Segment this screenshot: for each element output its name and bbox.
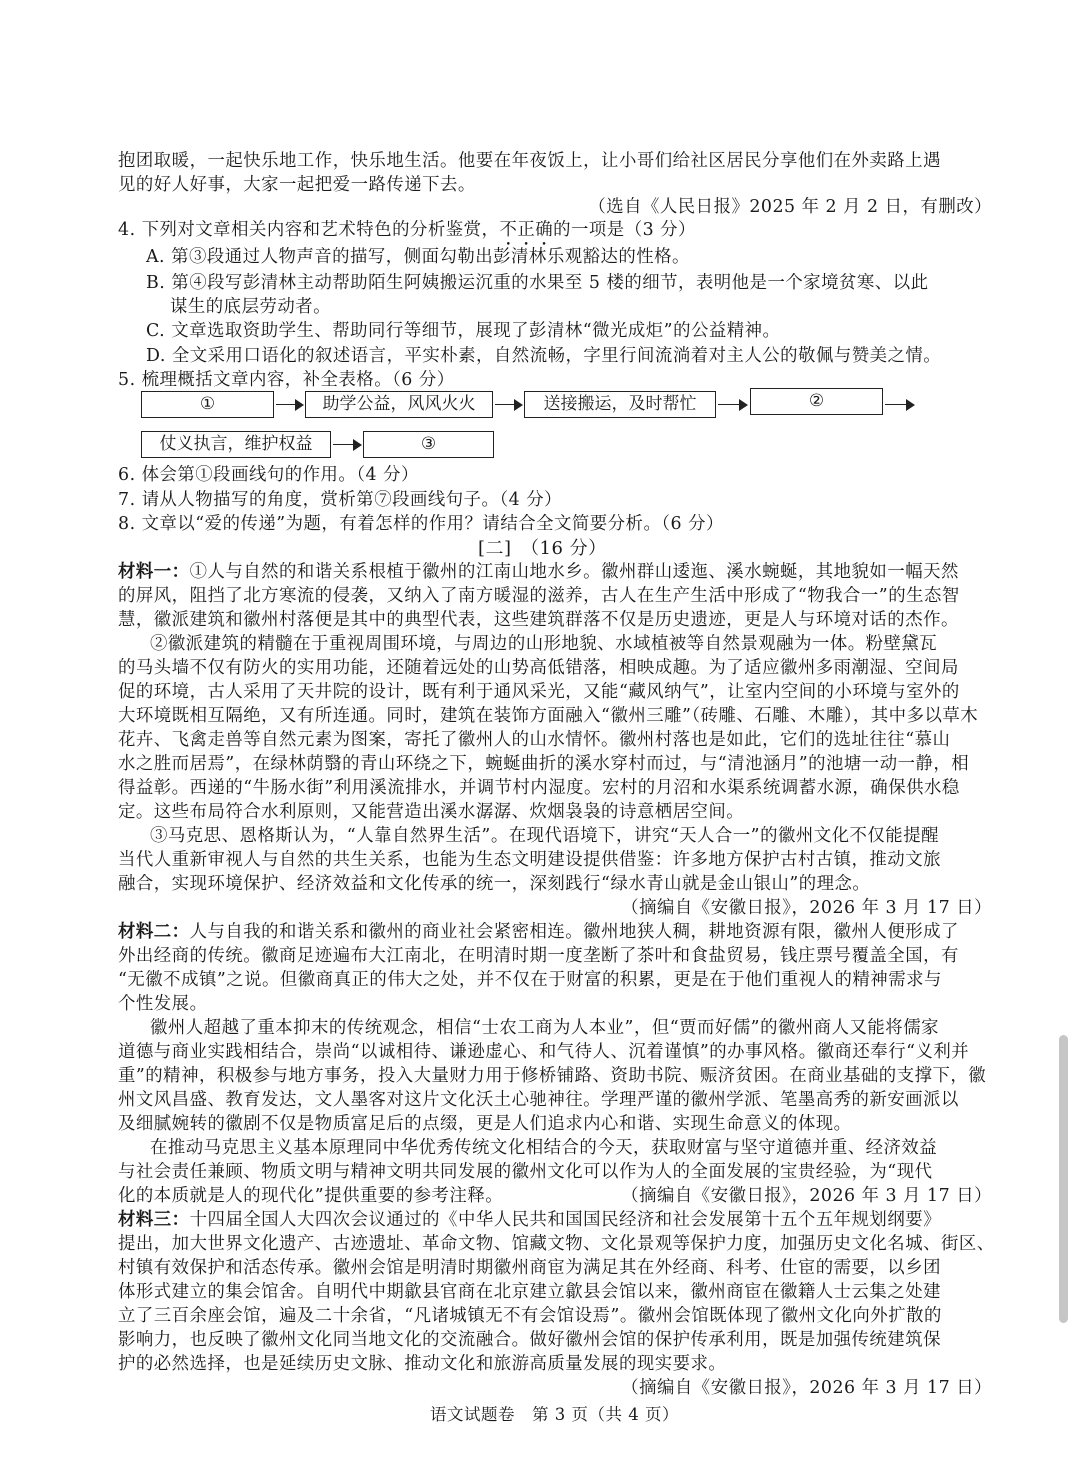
flow-arrow [276,391,304,418]
question-4-option-b-cont: 谋生的底层劳动者。 [170,297,332,317]
material-1-text: ①人与自然的和谐关系根植于徽州的江南山地水乡。徽州群山逶迤、溪水蜿蜒，其地貌如一幅天然 [189,562,959,582]
scrollbar-thumb[interactable] [1059,1035,1068,1323]
material-3-line: 立了三百余座会馆，遍及二十余省，“凡诸城镇无不有会馆设焉”。徽州会馆既体现了徽州文化向外扩散的 [118,1306,942,1326]
material-1-line: 大环境既相互隔绝，又有所连通。同时，建筑在装饰方面融入“徽州三雕”（砖雕、石雕、木雕），其中多以草木 [118,706,979,726]
flow-box-blank-1: ① [141,391,274,418]
material-1-line: ②徽派建筑的精髓在于重视周围环境，与周边的山形地貌、水域植被等自然景观融为一体。粉壁黛瓦 [150,634,938,654]
material-2-line: 化的本质就是人的现代化”提供重要的参考注释。 [118,1186,504,1206]
material-3-label: 材料三： [118,1210,190,1230]
passage-source: （选自《人民日报》2025 年 2 月 2 日，有删改） [588,197,992,217]
flow-arrow [885,391,915,418]
material-3-text: 十四届全国人大四次会议通过的《中华人民共和国国民经济和社会发展第十五个五年规划纲要》 [189,1210,941,1230]
material-1-line: 促的环境，古人采用了天井院的设计，既有利于通风采光，又能“藏风纳气”，让室内空间的小环境与室外的 [118,682,960,702]
material-1-line: ③马克思、恩格斯认为，“人靠自然界生活”。在现代语境下，讲究“天人合一”的徽州文化不仅能提醒 [150,826,939,846]
material-1-line: 花卉、飞禽走兽等自然元素为图案，寄托了徽州人的山水情怀。徽州村落也是如此，它们的选址往往“慕山 [118,730,951,750]
material-1-line: 融合，实现环境保护、经济效益和文化传承的统一，深刻践行“绿水青山就是金山银山”的理念。 [118,874,871,894]
material-1-label: 材料一： [118,562,190,582]
flow-arrow [718,391,748,418]
section-header: [二] （16 分） [478,538,607,559]
flow-arrow [333,431,362,458]
material-1-line: 当代人重新审视人与自然的共生关系，也能为生态文明建设提供借鉴：许多地方保护古村古镇，推动文旅 [118,850,941,870]
material-3-line: 体形式建立的集会馆舍。自明代中期歙县官商在北京建立歙县会馆以来，徽州商宦在徽籍人士云集之处建 [118,1282,941,1302]
material-3-line: 提出，加大世界文化遗产、古迹遗址、革命文物、馆藏文物、文化景观等保护力度，加强历史文化名城、街区、 [118,1234,995,1254]
material-2-line: 外出经商的传统。徽商足迹遍布大江南北，在明清时期一度垄断了茶叶和食盐贸易，钱庄票号覆盖全国，有 [118,946,959,966]
material-1-line: 水之胜而居焉”，在绿林荫翳的青山环绕之下，蜿蜒曲折的溪水穿村而过，与“清池涵月”的池塘一动一静，相 [118,754,970,774]
question-4-option-c: C. 文章选取资助学生、帮助同行等细节，展现了彭清林“微光成炬”的公益精神。 [146,321,781,341]
question-4-option-d: D. 全文采用口语化的叙述语言，平实朴素，自然流畅，字里行间流淌着对主人公的敬佩与赞美之情。 [146,346,942,366]
material-3-source: （摘编自《安徽日报》，2026 年 3 月 17 日） [621,1378,992,1398]
question-4-emphasis: 不正确 [499,220,554,240]
question-4-option-a: A. 第③段通过人物声音的描写，侧面勾勒出彭清林乐观豁达的性格。 [146,247,690,267]
material-2-line: 在推动马克思主义基本原理同中华优秀传统文化相结合的今天，获取财富与坚守道德并重、经济效益 [150,1138,938,1158]
material-2-line: 道德与商业实践相结合，崇尚“以诚相待、谦逊虚心、和气待人、沉着谨慎”的办事风格。徽商还奉行“义利并 [118,1042,970,1062]
material-2-line [118,921,959,943]
material-2-line: 与社会责任兼顾、物质文明与精神文明共同发展的徽州文化可以作为人的全面发展的宝贵经验，为“现代 [118,1162,933,1182]
question-4-option-b: B. 第④段写彭清林主动帮助陌生阿姨搬运沉重的水果至 5 楼的细节，表明他是一个家境贫寒、以此 [146,273,929,293]
material-3-line: 村镇有效保护和活态传承。徽州会馆是明清时期徽州商宦为满足其在外经商、科考、仕宦的需要，以乡团 [118,1258,941,1278]
question-4-stem-a: 4. 下列对文章相关内容和艺术特色的分析鉴赏， [118,220,500,240]
material-1-source: （摘编自《安徽日报》，2026 年 3 月 17 日） [621,898,992,918]
material-2-line: 州文风昌盛、教育发达，文人墨客对这片文化沃土心驰神往。学理严谨的徽州学派、笔墨高秀的新安画派以 [118,1090,959,1110]
question-6: 6. 体会第①段画线句的作用。（4 分） [118,465,419,485]
material-2-source: （摘编自《安徽日报》，2026 年 3 月 17 日） [621,1186,992,1206]
page-footer: 语文试题卷 第 3 页（共 4 页） [430,1405,679,1424]
flow-box: 仗义执言，维护权益 [141,431,331,458]
material-2-label: 材料二： [118,922,190,942]
question-8: 8. 文章以“爱的传递”为题，有着怎样的作用？请结合全文简要分析。（6 分） [118,514,724,534]
material-2-line: “无徽不成镇”之说。但徽商真正的伟大之处，并不仅在于财富的积累，更是在于他们重视人的精神需求与 [118,970,942,990]
material-2-line: 及细腻婉转的徽剧不仅是物质富足后的点缀，更是人们追求内心和谐、实现生命意义的体现。 [118,1114,852,1134]
question-7: 7. 请从人物描写的角度，赏析第⑦段画线句子。（4 分） [118,490,562,510]
material-1-line: 定。这些布局符合水利原则，又能营造出溪水潺潺、炊烟袅袅的诗意栖居空间。 [118,802,745,822]
material-3-line [118,1209,941,1231]
passage-line: 抱团取暖，一起快乐地工作，快乐地生活。他要在年夜饭上，让小哥们给社区居民分享他们在外卖路上遇 [118,151,941,171]
question-5-stem: 5. 梳理概括文章内容，补全表格。（6 分） [118,370,455,390]
question-4-stem-b: 的一项是（3 分） [553,220,696,240]
passage-line: 见的好人好事，大家一起把爱一路传递下去。 [118,175,476,195]
material-3-line: 护的必然选择，也是延续历史文脉、推动文化和旅游高质量发展的现实要求。 [118,1354,727,1374]
flow-box: 送接搬运，及时帮忙 [524,391,716,418]
flow-box-blank-2: ② [750,388,883,415]
material-1-line [118,561,959,583]
material-1-line: 得益彰。西递的“牛肠水街”利用溪流排水，并调节村内湿度。宏村的月沼和水渠系统调蓄水源，确保供水稳 [118,778,960,798]
material-3-line: 影响力，也反映了徽州文化同当地文化的交流融合。做好徽州会馆的保护传承利用，既是加强传统建筑保 [118,1330,941,1350]
material-1-line: 的屏风，阻挡了北方寒流的侵袭，又纳入了南方暖湿的滋养，古人在生产生活中形成了“物我合一”的生态智 [118,586,960,606]
flow-box-blank-3: ③ [363,431,494,458]
flow-box: 助学公益，风风火火 [305,391,493,418]
material-1-line: 的马头墙不仅有防火的实用功能，还随着远处的山势高低错落，相映成趣。为了适应徽州多雨潮湿、空间局 [118,658,959,678]
material-2-line: 徽州人超越了重本抑末的传统观念，相信“士农工商为人本业”，但“贾而好儒”的徽州商人又能将儒家 [150,1018,939,1038]
material-2-line: 重”的精神，积极参与地方事务，投入大量财力用于修桥铺路、资助书院、赈济贫困。在商业基础的支撑下，徽 [118,1066,987,1086]
flow-arrow [495,391,523,418]
material-1-line: 慧，徽派建筑和徽州村落便是其中的典型代表，这些建筑群落不仅是历史遗迹，更是人与环境对话的杰作。 [118,610,959,630]
material-2-text: 人与自我的和谐关系和徽州的商业社会紧密相连。徽州地狭人稠，耕地资源有限，徽州人便形成了 [189,922,959,942]
material-2-line: 个性发展。 [118,994,208,1014]
